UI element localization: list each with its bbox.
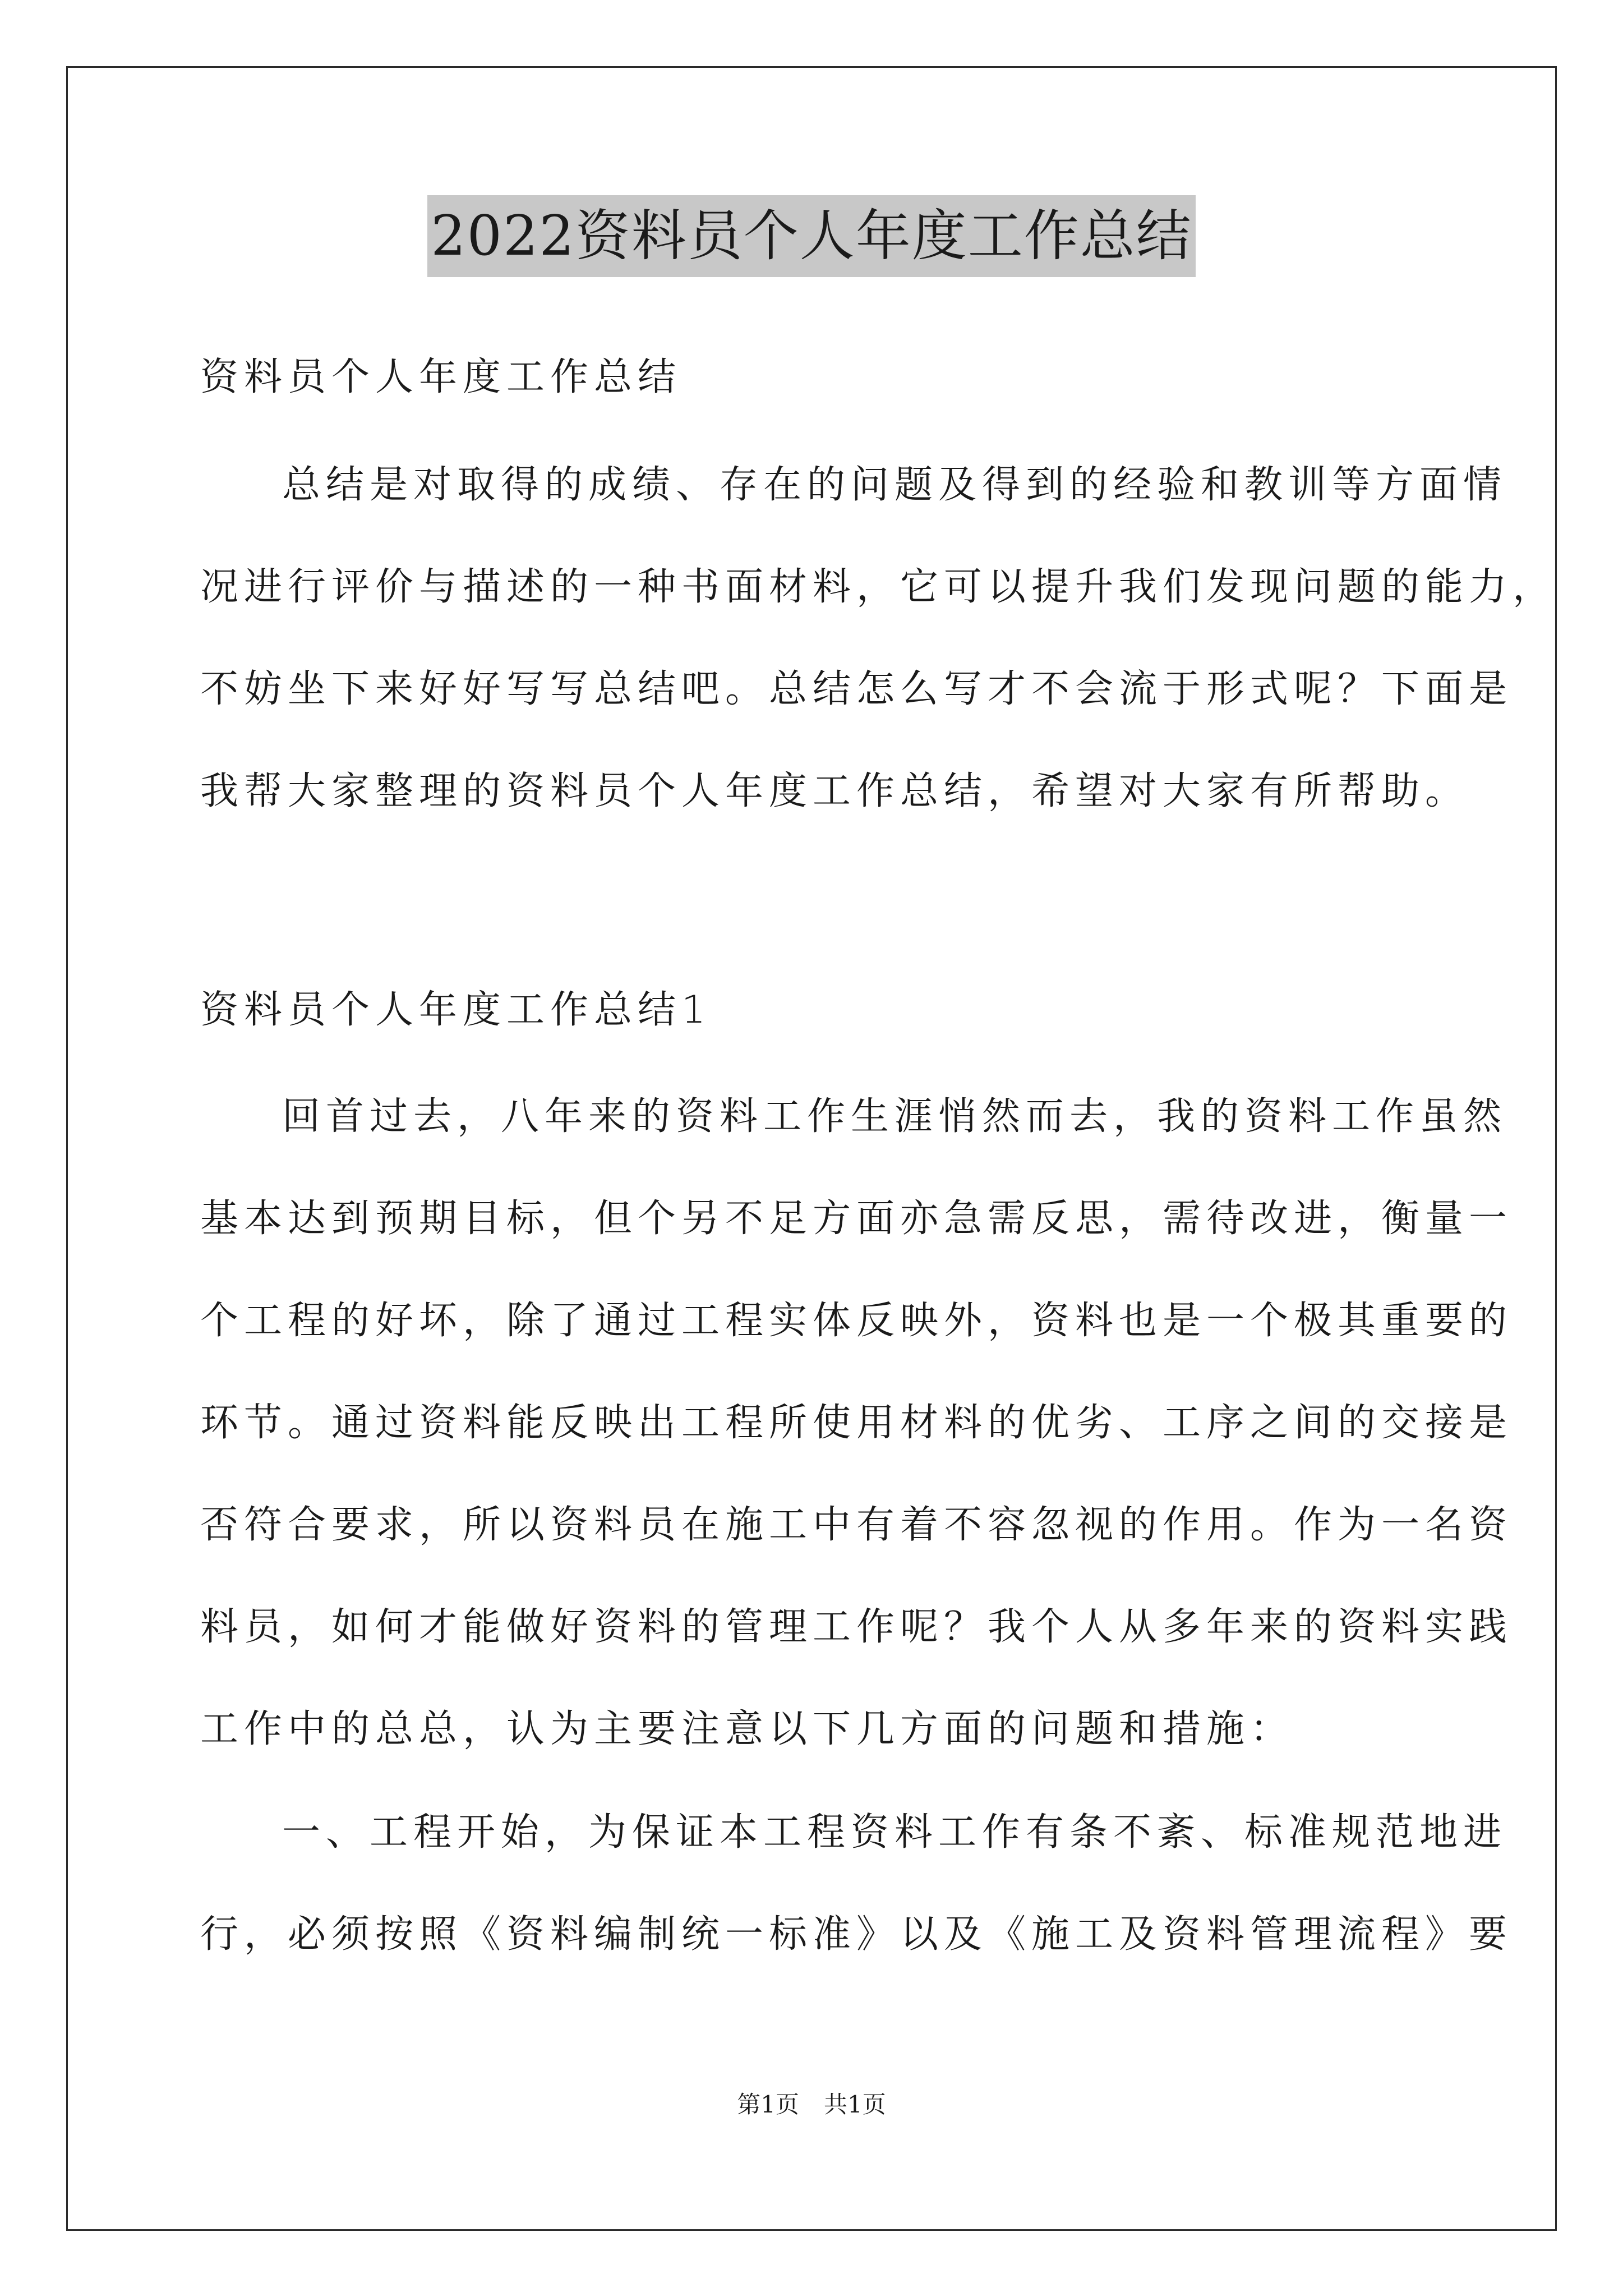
body-line: 个工程的好坏，除了通过工程实体反映外，资料也是一个极其重要的: [200, 1299, 1513, 1343]
intro-line: 我帮大家整理的资料员个人年度工作总结，希望对大家有所帮助。: [200, 769, 1469, 813]
page-number-total: 共1页: [824, 2091, 886, 2118]
point-line: 一、工程开始，为保证本工程资料工作有条不紊、标准规范地进: [282, 1810, 1507, 1855]
body-line: 料员，如何才能做好资料的管理工作呢？我个人从多年来的资料实践: [200, 1605, 1513, 1649]
title-area: [0, 195, 1623, 277]
intro-line: 况进行评价与描述的一种书面材料，它可以提升我们发现问题的能力，: [200, 565, 1557, 609]
body-line: 回首过去，八年来的资料工作生涯悄然而去，我的资料工作虽然: [282, 1094, 1507, 1139]
subtitle: 资料员个人年度工作总结: [200, 355, 682, 399]
page-footer: [0, 2088, 1623, 2122]
section-heading: 资料员个人年度工作总结1: [200, 988, 712, 1032]
body-line: 工作中的总总，认为主要注意以下几方面的问题和措施：: [200, 1707, 1294, 1751]
intro-line: 不妨坐下来好好写写总结吧。总结怎么写才不会流于形式呢？下面是: [200, 667, 1513, 711]
intro-line: 总结是对取得的成绩、存在的问题及得到的经验和教训等方面情: [282, 463, 1507, 507]
point-line: 行，必须按照《资料编制统一标准》以及《施工及资料管理流程》要: [200, 1912, 1513, 1957]
body-line: 否符合要求，所以资料员在施工中有着不容忽视的作用。作为一名资: [200, 1503, 1513, 1547]
page-number-current: 第1页: [737, 2091, 799, 2118]
body-line: 环节。通过资料能反映出工程所使用材料的优劣、工序之间的交接是: [200, 1401, 1513, 1445]
body-line: 基本达到预期目标，但个另不足方面亦急需反思，需待改进，衡量一: [200, 1197, 1513, 1241]
document-title: 2022资料员个人年度工作总结: [427, 195, 1195, 277]
